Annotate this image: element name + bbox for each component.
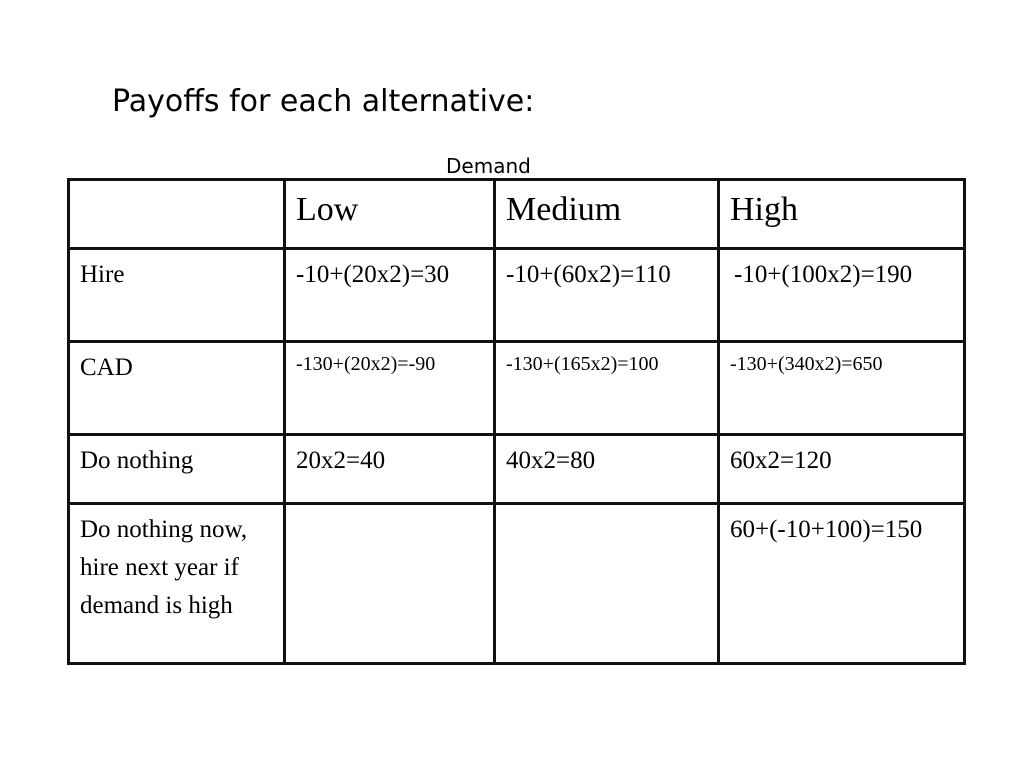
demand-label: Demand xyxy=(446,154,531,178)
header-high: High xyxy=(719,180,965,249)
slide-title: Payoffs for each alternative: xyxy=(112,84,535,119)
cell-high: -130+(340x2)=650 xyxy=(719,342,965,435)
table-row xyxy=(69,504,965,664)
header-corner-cell xyxy=(69,180,285,249)
cell-low: -130+(20x2)=-90 xyxy=(285,342,495,435)
cell-high: -10+(100x2)=190 xyxy=(719,249,965,342)
cell-medium: -10+(60x2)=110 xyxy=(495,249,719,342)
row-label: CAD xyxy=(69,342,285,435)
row-label: Do nothing now, hire next year if demand is high xyxy=(69,504,285,664)
cell-medium: 40x2=80 xyxy=(495,435,719,504)
cell-low: -10+(20x2)=30 xyxy=(285,249,495,342)
header-medium: Medium xyxy=(495,180,719,249)
header-low: Low xyxy=(285,180,495,249)
cell-medium xyxy=(495,504,719,664)
row-label: Hire xyxy=(69,249,285,342)
cell-low: 20x2=40 xyxy=(285,435,495,504)
cell-high: 60+(-10+100)=150 xyxy=(719,504,965,664)
cell-low xyxy=(285,504,495,664)
row-label: Do nothing xyxy=(69,435,285,504)
table-row xyxy=(69,435,965,504)
table-row xyxy=(69,342,965,435)
payoff-table xyxy=(67,178,966,665)
cell-medium: -130+(165x2)=100 xyxy=(495,342,719,435)
table-row xyxy=(69,249,965,342)
cell-high: 60x2=120 xyxy=(719,435,965,504)
table-header-row xyxy=(69,180,965,249)
